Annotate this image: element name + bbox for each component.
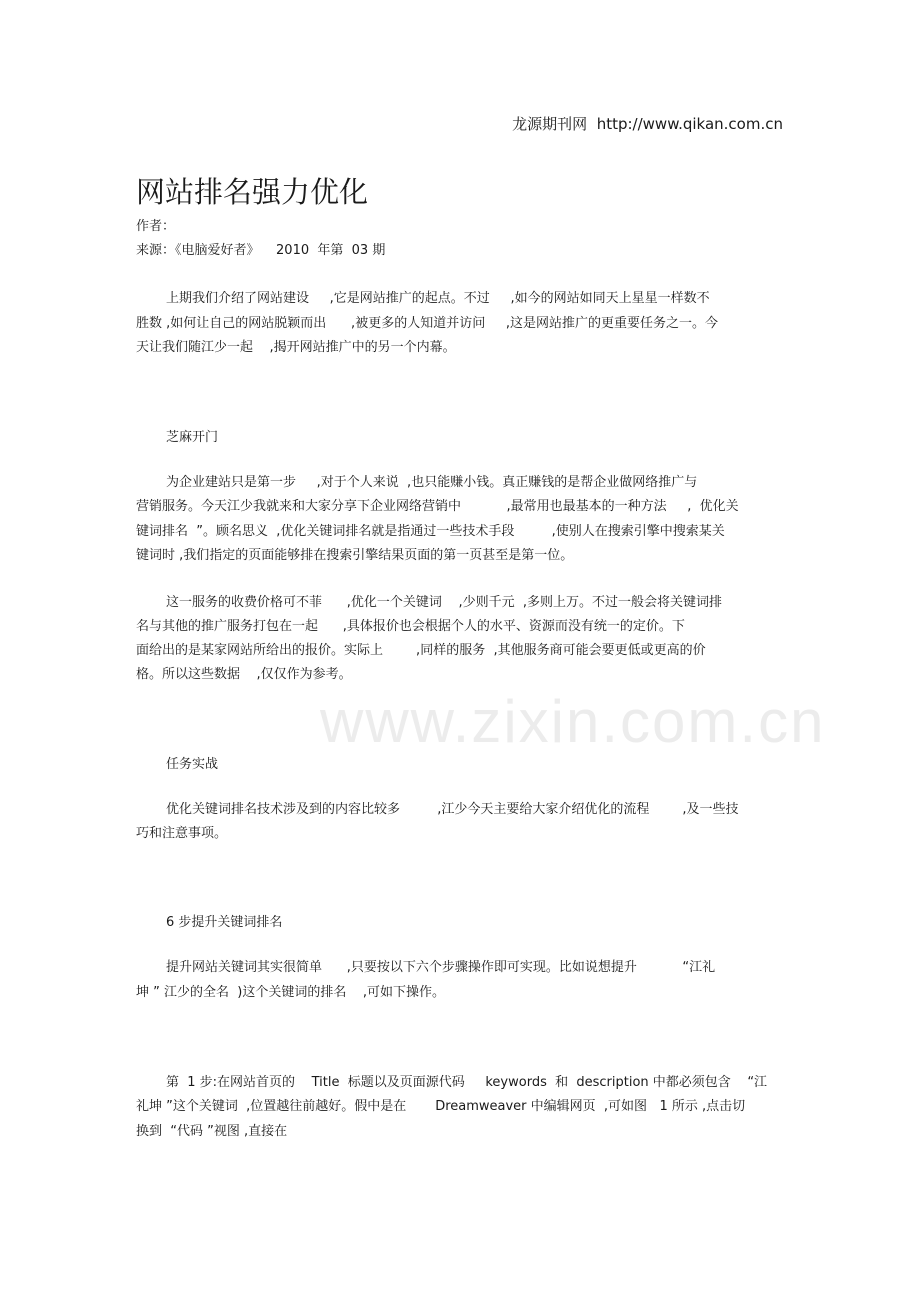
paragraph-line: 名与其他的推广服务打包在一起 ,具体报价也会根据个人的水平、资源而没有统一的定价。下 xyxy=(136,619,685,634)
watermark: www.zixin.com.cn xyxy=(320,688,826,755)
paragraph-line: 坤 ” 江少的全名 )这个关键词的排名 ,可如下操作。 xyxy=(136,985,445,1000)
paragraph-line: 天让我们随江少一起 ,揭开网站推广中的另一个内幕。 xyxy=(136,340,456,355)
paragraph-line: 营销服务。今天江少我就来和大家分享下企业网络营销中 ,最常用也最基本的一种方法 , 优化关 xyxy=(136,499,739,514)
site-header: 龙源期刊网 http://www.qikan.com.cn xyxy=(512,115,783,133)
source-line: 来源：《电脑爱好者》 2010 年第 03 期 xyxy=(136,243,386,258)
paragraph-line: 键词时 ,我们指定的页面能够排在搜索引擎结果页面的第一页甚至是第一位。 xyxy=(136,548,574,563)
paragraph-line: 提升网站关键词其实很简单 ,只要按以下六个步骤操作即可实现。比如说想提升 “江礼 xyxy=(166,960,716,975)
paragraph-line: 第 1 步:在网站首页的 Title 标题以及页面源代码 keywords 和 description 中都必须包含 “江 xyxy=(166,1075,768,1090)
paragraph-line: 键词排名 ”。顾名思义 ,优化关键词排名就是指通过一些技术手段 ,使别人在搜索引擎中搜索某关 xyxy=(136,524,725,539)
section-heading: 芝麻开门 xyxy=(166,430,219,445)
author-line: 作者： xyxy=(136,219,176,234)
article-title: 网站排名强力优化 xyxy=(136,175,369,209)
paragraph-line: 礼坤 ”这个关键词 ,位置越往前越好。假中是在 Dreamweaver 中编辑网页 ,可如图 1 所示 ,点击切 xyxy=(136,1099,746,1114)
paragraph-line: 胜数 ,如何让自己的网站脱颖而出 ,被更多的人知道并访问 ,这是网站推广的更重要任务之一。今 xyxy=(136,316,718,331)
paragraph-line: 格。所以这些数据 ,仅仅作为参考。 xyxy=(136,667,352,682)
paragraph-line: 换到 “代码 ”视图 ,直接在 xyxy=(136,1124,288,1139)
paragraph-line: 为企业建站只是第一步 ,对于个人来说 ,也只能赚小钱。真正赚钱的是帮企业做网络推广与 xyxy=(166,475,698,490)
paragraph-line: 这一服务的收费价格可不菲 ,优化一个关键词 ,少则千元 ,多则上万。不过一般会将关键词排 xyxy=(166,595,722,610)
paragraph-line: 巧和注意事项。 xyxy=(136,826,228,841)
paragraph-line: 面给出的是某家网站所给出的报价。实际上 ,同样的服务 ,其他服务商可能会要更低或更高的价 xyxy=(136,643,706,658)
section-heading: 任务实战 xyxy=(166,757,219,772)
section-heading: 6 步提升关键词排名 xyxy=(166,915,283,930)
paragraph-line: 优化关键词排名技术涉及到的内容比较多 ,江少今天主要给大家介绍优化的流程 ,及一些技 xyxy=(166,802,739,817)
paragraph-line: 上期我们介绍了网站建设 ,它是网站推广的起点。不过 ,如今的网站如同天上星星一样数不 xyxy=(166,291,710,306)
